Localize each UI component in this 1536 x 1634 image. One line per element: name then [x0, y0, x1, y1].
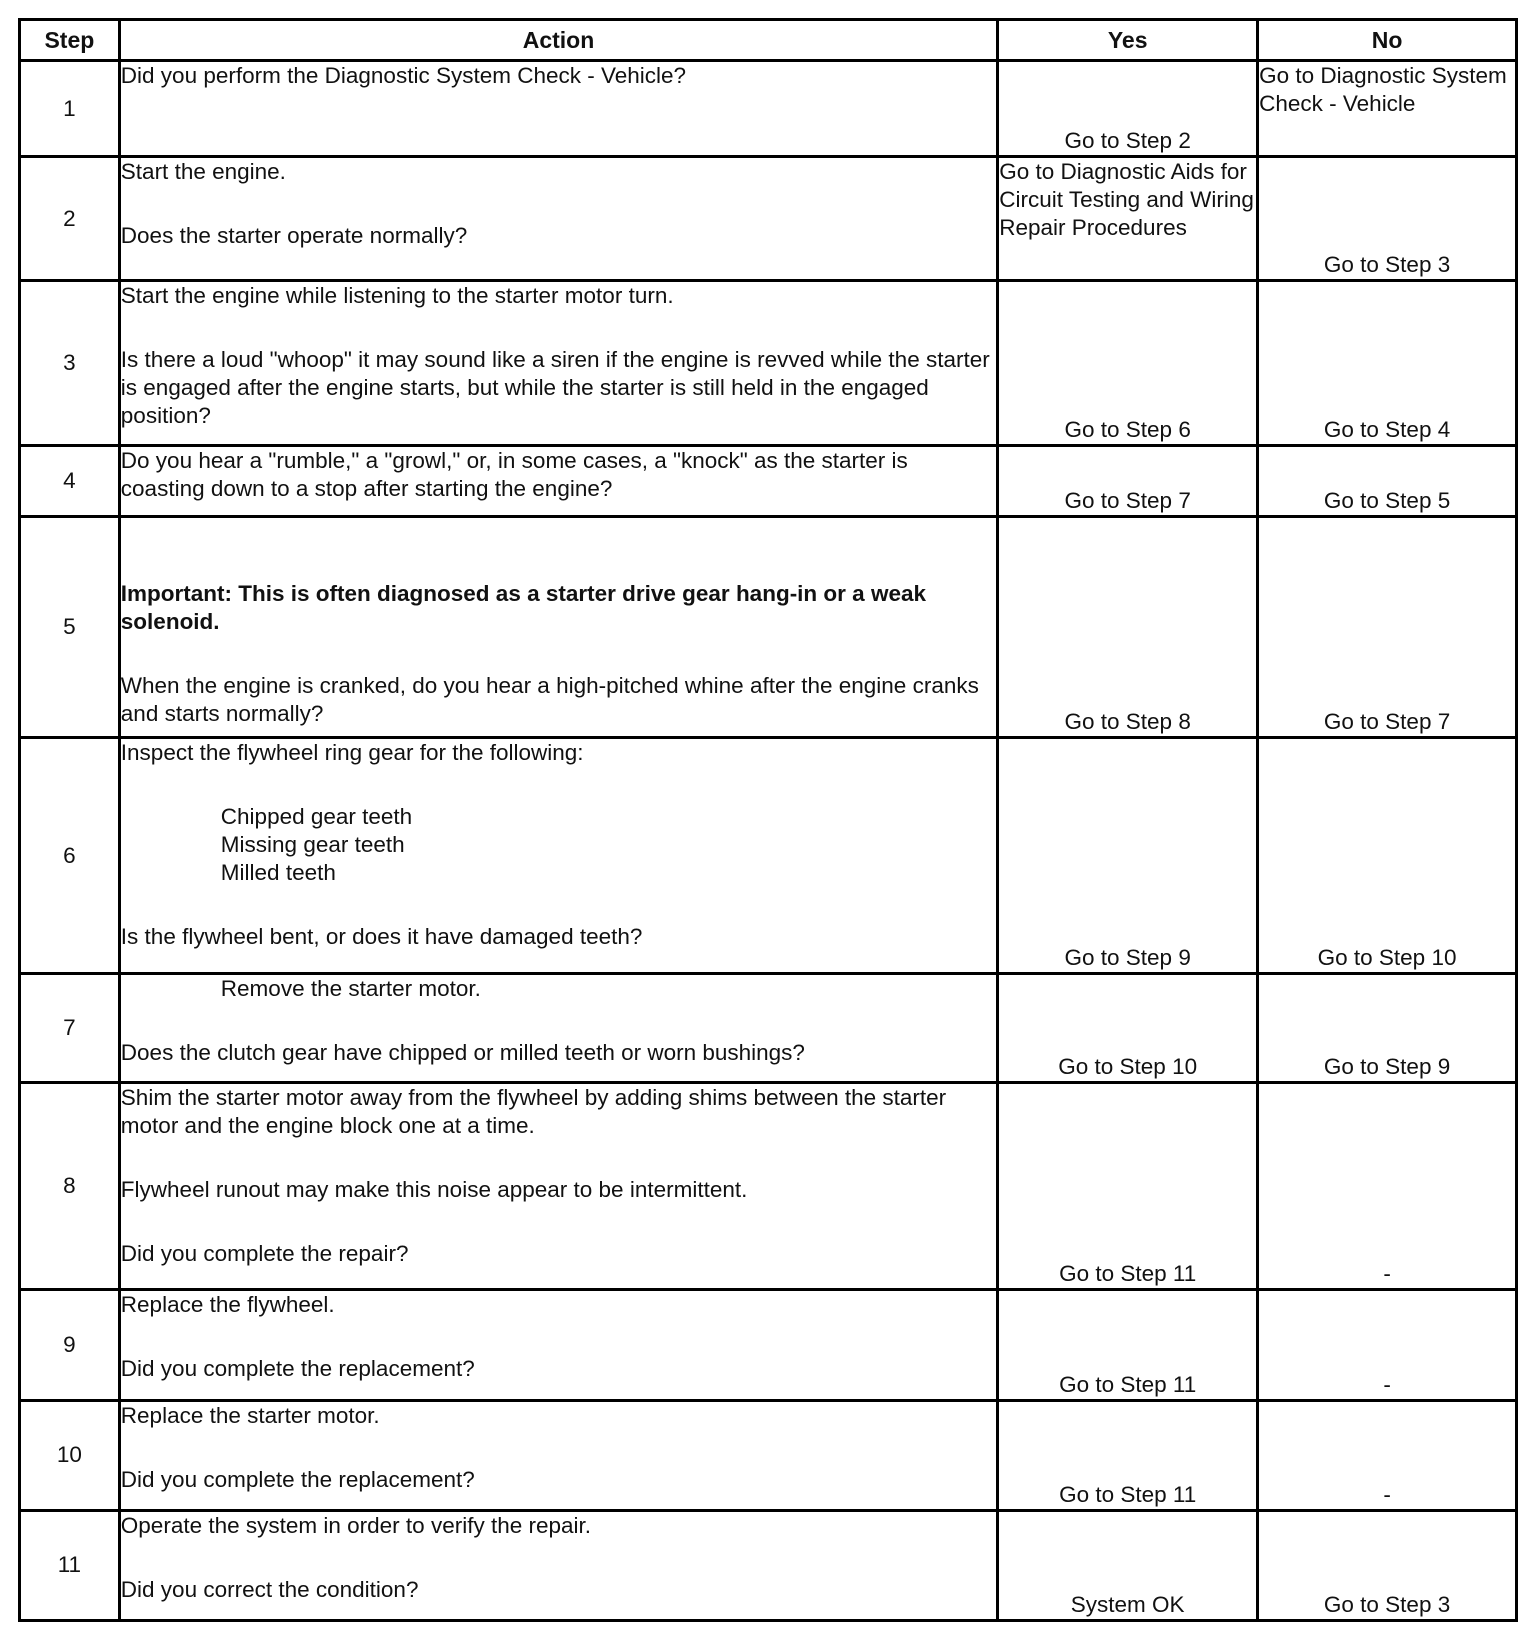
action-cell	[119, 1083, 997, 1290]
no-cell: -	[1258, 1290, 1517, 1400]
action-text: Start the engine while listening to the starter motor turn.	[120, 283, 674, 309]
step-number: 8	[20, 1083, 120, 1290]
no-cell: -	[1258, 1400, 1517, 1510]
no-cell: Go to Step 3	[1258, 157, 1517, 281]
action-cell	[119, 446, 997, 517]
yes-cell: Go to Diagnostic Aids for Circuit Testing and Wiring Repair Procedures	[998, 157, 1258, 281]
header-yes: Yes	[998, 20, 1258, 61]
header-step: Step	[20, 20, 120, 61]
no-cell: Go to Step 4	[1258, 281, 1517, 446]
no-cell: Go to Step 9	[1258, 973, 1517, 1082]
no-cell: -	[1258, 1083, 1517, 1290]
action-text: Shim the starter motor away from the flywheel by adding shims between the starter motor and the engine block one at a time.	[120, 1085, 947, 1139]
action-question: Did you correct the condition?	[120, 1576, 419, 1602]
step-number: 4	[20, 446, 120, 517]
action-question: Do you hear a "rumble," a "growl," or, in some cases, a "knock" as the starter is coasting down to a stop after starting the engine?	[120, 448, 908, 502]
action-text: Did you perform the Diagnostic System Check - Vehicle?	[120, 63, 687, 88]
action-cell	[119, 61, 997, 157]
step-number: 9	[20, 1290, 120, 1400]
header-action: Action	[119, 20, 997, 61]
action-cell	[119, 1290, 997, 1400]
step-number: 3	[20, 281, 120, 446]
action-text: Replace the flywheel.	[120, 1292, 335, 1318]
action-question: Is there a loud "whoop" it may sound like a siren if the engine is revved while the starter is engaged after the engine starts, but while the starter is still held in the engaged position?	[120, 347, 990, 429]
yes-cell: Go to Step 6	[998, 281, 1258, 446]
action-question: Did you complete the replacement?	[120, 1356, 475, 1382]
yes-cell: Go to Step 11	[998, 1083, 1258, 1290]
table-row	[20, 1400, 1517, 1510]
table-row	[20, 281, 1517, 446]
table-row	[20, 973, 1517, 1082]
no-cell: Go to Step 3	[1258, 1510, 1517, 1620]
action-cell	[119, 281, 997, 446]
action-question: Did you complete the repair?	[120, 1241, 409, 1267]
yes-cell: System OK	[998, 1510, 1258, 1620]
important-note: Important: This is often diagnosed as a starter drive gear hang-in or a weak solenoid.	[120, 580, 926, 634]
yes-cell: Go to Step 8	[998, 516, 1258, 737]
action-text: Inspect the flywheel ring gear for the following:	[120, 740, 584, 766]
table-row	[20, 157, 1517, 281]
yes-cell: Go to Step 10	[998, 973, 1258, 1082]
bullet-item: Missing gear teeth	[220, 832, 405, 858]
action-text: Operate the system in order to verify the repair.	[120, 1512, 592, 1538]
table-row	[20, 1510, 1517, 1620]
action-note: Flywheel runout may make this noise appear to be intermittent.	[120, 1177, 748, 1203]
yes-cell: Go to Step 7	[998, 446, 1258, 517]
action-question: When the engine is cranked, do you hear a high-pitched whine after the engine cranks and starts normally?	[120, 672, 979, 726]
action-cell	[119, 973, 997, 1082]
step-number: 7	[20, 973, 120, 1082]
table-row	[20, 446, 1517, 517]
table-row	[20, 1290, 1517, 1400]
bullet-item: Chipped gear teeth	[220, 804, 413, 830]
table-row	[20, 61, 1517, 157]
no-cell: Go to Diagnostic System Check - Vehicle	[1258, 61, 1517, 157]
action-cell	[119, 1400, 997, 1510]
action-cell	[119, 157, 997, 281]
action-cell	[119, 1510, 997, 1620]
step-number: 1	[20, 61, 120, 157]
header-row	[20, 20, 1517, 61]
action-question: Is the flywheel bent, or does it have damaged teeth?	[120, 924, 643, 950]
yes-cell: Go to Step 2	[998, 61, 1258, 157]
action-cell	[119, 738, 997, 974]
yes-cell: Go to Step 11	[998, 1290, 1258, 1400]
table-row	[20, 738, 1517, 974]
action-text: Remove the starter motor.	[220, 975, 481, 1001]
step-number: 10	[20, 1400, 120, 1510]
action-question: Does the clutch gear have chipped or milled teeth or worn bushings?	[120, 1039, 805, 1065]
action-cell	[119, 516, 997, 737]
step-number: 2	[20, 157, 120, 281]
step-number: 5	[20, 516, 120, 737]
action-question: Does the starter operate normally?	[120, 223, 468, 249]
step-number: 11	[20, 1510, 120, 1620]
yes-cell: Go to Step 9	[998, 738, 1258, 974]
table-row	[20, 516, 1517, 737]
action-text: Start the engine.	[120, 159, 286, 185]
action-text: Replace the starter motor.	[120, 1402, 380, 1428]
header-no: No	[1258, 20, 1517, 61]
action-question: Did you complete the replacement?	[120, 1466, 475, 1492]
no-cell: Go to Step 5	[1258, 446, 1517, 517]
step-number: 6	[20, 738, 120, 974]
no-cell: Go to Step 7	[1258, 516, 1517, 737]
yes-cell: Go to Step 11	[998, 1400, 1258, 1510]
diagnostic-table	[18, 18, 1518, 1622]
no-cell: Go to Step 10	[1258, 738, 1517, 974]
bullet-item: Milled teeth	[220, 860, 336, 886]
table-row	[20, 1083, 1517, 1290]
